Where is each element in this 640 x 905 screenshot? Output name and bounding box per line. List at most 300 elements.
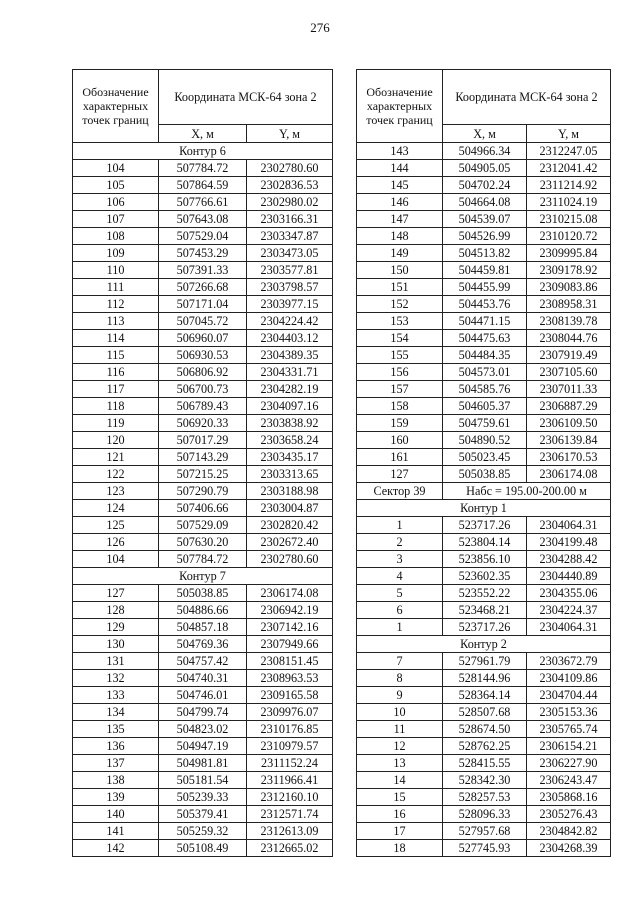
x-coord-cell: 507290.79 bbox=[159, 483, 247, 500]
point-id-cell: 121 bbox=[73, 449, 159, 466]
x-coord-cell: 504905.05 bbox=[443, 160, 527, 177]
x-coord-cell: 507266.68 bbox=[159, 279, 247, 296]
point-id-cell: 124 bbox=[73, 500, 159, 517]
point-id-cell: 144 bbox=[357, 160, 443, 177]
point-id-cell: 12 bbox=[357, 738, 443, 755]
table-row bbox=[73, 789, 333, 806]
point-id-cell: 149 bbox=[357, 245, 443, 262]
point-id-cell: 138 bbox=[73, 772, 159, 789]
table-row bbox=[73, 585, 333, 602]
point-id-cell: 119 bbox=[73, 415, 159, 432]
y-coord-cell: 2307011.33 bbox=[527, 381, 611, 398]
y-coord-cell: 2312041.42 bbox=[527, 160, 611, 177]
x-coord-cell: 507766.61 bbox=[159, 194, 247, 211]
point-id-cell: 140 bbox=[73, 806, 159, 823]
point-id-cell: 132 bbox=[73, 670, 159, 687]
x-coord-cell: 507453.29 bbox=[159, 245, 247, 262]
table-row bbox=[73, 211, 333, 228]
x-coord-cell: 504702.24 bbox=[443, 177, 527, 194]
point-id-cell: 105 bbox=[73, 177, 159, 194]
y-coord-cell: 2308963.53 bbox=[247, 670, 333, 687]
table-row bbox=[357, 755, 611, 772]
table-row bbox=[357, 704, 611, 721]
table-row bbox=[73, 517, 333, 534]
x-coord-cell: 504886.66 bbox=[159, 602, 247, 619]
point-id-cell: 2 bbox=[357, 534, 443, 551]
x-coord-cell: 528364.14 bbox=[443, 687, 527, 704]
x-coord-cell: 504740.31 bbox=[159, 670, 247, 687]
x-coord-cell: 506960.07 bbox=[159, 330, 247, 347]
table-row bbox=[73, 330, 333, 347]
y-coord-cell: 2312160.10 bbox=[247, 789, 333, 806]
y-coord-cell: 2303166.31 bbox=[247, 211, 333, 228]
table-row bbox=[357, 789, 611, 806]
x-coord-cell: 523552.22 bbox=[443, 585, 527, 602]
y-coord-cell: 2304331.71 bbox=[247, 364, 333, 381]
x-coord-cell: 523717.26 bbox=[443, 517, 527, 534]
table-row bbox=[73, 500, 333, 517]
point-id-cell: 135 bbox=[73, 721, 159, 738]
y-coord-cell: 2312665.02 bbox=[247, 840, 333, 857]
table-row bbox=[73, 262, 333, 279]
y-coord-cell: 2302820.42 bbox=[247, 517, 333, 534]
table-row bbox=[73, 772, 333, 789]
x-coord-cell: 504823.02 bbox=[159, 721, 247, 738]
y-coord-cell: 2303347.87 bbox=[247, 228, 333, 245]
point-id-cell: 134 bbox=[73, 704, 159, 721]
point-id-cell: 126 bbox=[73, 534, 159, 551]
x-coord-cell: 505038.85 bbox=[443, 466, 527, 483]
y-coord-cell: 2302980.02 bbox=[247, 194, 333, 211]
y-coord-cell: 2303798.57 bbox=[247, 279, 333, 296]
y-coord-cell: 2304704.44 bbox=[527, 687, 611, 704]
x-coord-cell: 504890.52 bbox=[443, 432, 527, 449]
y-coord-cell: 2303577.81 bbox=[247, 262, 333, 279]
y-coord-cell: 2302780.60 bbox=[247, 551, 333, 568]
x-coord-cell: 527961.79 bbox=[443, 653, 527, 670]
table-row bbox=[73, 653, 333, 670]
section-row bbox=[73, 568, 333, 585]
y-coord-cell: 2303313.65 bbox=[247, 466, 333, 483]
x-coord-cell: 507406.66 bbox=[159, 500, 247, 517]
point-id-cell: 148 bbox=[357, 228, 443, 245]
section-row bbox=[357, 636, 611, 653]
point-id-cell: 110 bbox=[73, 262, 159, 279]
x-coord-cell: 506789.43 bbox=[159, 398, 247, 415]
header-coord-label: Координата МСК-64 зона 2 bbox=[443, 70, 611, 125]
x-coord-cell: 507017.29 bbox=[159, 432, 247, 449]
y-coord-cell: 2306174.08 bbox=[527, 466, 611, 483]
y-coord-cell: 2305765.74 bbox=[527, 721, 611, 738]
table-row bbox=[357, 160, 611, 177]
x-coord-cell: 505181.54 bbox=[159, 772, 247, 789]
x-coord-cell: 505023.45 bbox=[443, 449, 527, 466]
y-coord-cell: 2303435.17 bbox=[247, 449, 333, 466]
point-id-cell: 128 bbox=[73, 602, 159, 619]
table-row bbox=[73, 279, 333, 296]
y-coord-cell: 2306109.50 bbox=[527, 415, 611, 432]
point-id-cell: 130 bbox=[73, 636, 159, 653]
point-id-cell: 141 bbox=[73, 823, 159, 840]
table-row bbox=[357, 347, 611, 364]
x-coord-cell: 504769.36 bbox=[159, 636, 247, 653]
point-id-cell: 115 bbox=[73, 347, 159, 364]
point-id-cell: 123 bbox=[73, 483, 159, 500]
sector-height-range: Набс = 195.00-200.00 м bbox=[443, 483, 611, 500]
table-body-left bbox=[73, 143, 333, 857]
point-id-cell: 133 bbox=[73, 687, 159, 704]
y-coord-cell: 2312613.09 bbox=[247, 823, 333, 840]
table-row bbox=[73, 823, 333, 840]
point-id-cell: 118 bbox=[73, 398, 159, 415]
table-row bbox=[357, 670, 611, 687]
table-row bbox=[357, 330, 611, 347]
x-coord-cell: 507630.20 bbox=[159, 534, 247, 551]
point-id-cell: 153 bbox=[357, 313, 443, 330]
table-row bbox=[73, 670, 333, 687]
point-id-cell: 157 bbox=[357, 381, 443, 398]
x-coord-cell: 507529.09 bbox=[159, 517, 247, 534]
y-coord-cell: 2302836.53 bbox=[247, 177, 333, 194]
table-row bbox=[357, 823, 611, 840]
point-id-cell: 120 bbox=[73, 432, 159, 449]
table-row bbox=[73, 160, 333, 177]
y-coord-cell: 2304064.31 bbox=[527, 619, 611, 636]
x-coord-cell: 528674.50 bbox=[443, 721, 527, 738]
table-row bbox=[73, 704, 333, 721]
table-row bbox=[73, 245, 333, 262]
y-coord-cell: 2304282.19 bbox=[247, 381, 333, 398]
x-coord-cell: 504605.37 bbox=[443, 398, 527, 415]
header-point-label: Обозначение характерных точек границ bbox=[73, 70, 159, 143]
point-id-cell: 146 bbox=[357, 194, 443, 211]
x-coord-cell: 507784.72 bbox=[159, 551, 247, 568]
table-row bbox=[357, 432, 611, 449]
y-coord-cell: 2307949.66 bbox=[247, 636, 333, 653]
point-id-cell: 161 bbox=[357, 449, 443, 466]
point-id-cell: 17 bbox=[357, 823, 443, 840]
point-id-cell: 139 bbox=[73, 789, 159, 806]
y-coord-cell: 2304403.12 bbox=[247, 330, 333, 347]
y-coord-cell: 2308139.78 bbox=[527, 313, 611, 330]
x-coord-cell: 507171.04 bbox=[159, 296, 247, 313]
y-coord-cell: 2309178.92 bbox=[527, 262, 611, 279]
table-row bbox=[357, 653, 611, 670]
y-coord-cell: 2310176.85 bbox=[247, 721, 333, 738]
y-coord-cell: 2303188.98 bbox=[247, 483, 333, 500]
x-coord-cell: 507045.72 bbox=[159, 313, 247, 330]
table-row bbox=[357, 449, 611, 466]
y-coord-cell: 2306942.19 bbox=[247, 602, 333, 619]
point-id-cell: 106 bbox=[73, 194, 159, 211]
x-coord-cell: 507215.25 bbox=[159, 466, 247, 483]
x-coord-cell: 504759.61 bbox=[443, 415, 527, 432]
table-row bbox=[357, 840, 611, 857]
x-coord-cell: 504585.76 bbox=[443, 381, 527, 398]
x-coord-cell: 504981.81 bbox=[159, 755, 247, 772]
x-coord-cell: 505379.41 bbox=[159, 806, 247, 823]
x-coord-cell: 507143.29 bbox=[159, 449, 247, 466]
y-coord-cell: 2312247.05 bbox=[527, 143, 611, 160]
x-coord-cell: 504799.74 bbox=[159, 704, 247, 721]
y-coord-cell: 2308151.45 bbox=[247, 653, 333, 670]
table-row bbox=[357, 738, 611, 755]
x-coord-cell: 527745.93 bbox=[443, 840, 527, 857]
x-coord-cell: 505259.32 bbox=[159, 823, 247, 840]
x-coord-cell: 504475.63 bbox=[443, 330, 527, 347]
y-coord-cell: 2304064.31 bbox=[527, 517, 611, 534]
y-coord-cell: 2310979.57 bbox=[247, 738, 333, 755]
table-row bbox=[357, 228, 611, 245]
y-coord-cell: 2310215.08 bbox=[527, 211, 611, 228]
section-row bbox=[357, 500, 611, 517]
y-coord-cell: 2302672.40 bbox=[247, 534, 333, 551]
header-y-label: Y, м bbox=[527, 125, 611, 143]
y-coord-cell: 2303672.79 bbox=[527, 653, 611, 670]
x-coord-cell: 504573.01 bbox=[443, 364, 527, 381]
x-coord-cell: 504539.07 bbox=[443, 211, 527, 228]
table-row bbox=[357, 279, 611, 296]
point-id-cell: 136 bbox=[73, 738, 159, 755]
point-id-cell: 150 bbox=[357, 262, 443, 279]
y-coord-cell: 2310120.72 bbox=[527, 228, 611, 245]
table-row bbox=[73, 534, 333, 551]
table-row bbox=[73, 296, 333, 313]
point-id-cell: 127 bbox=[73, 585, 159, 602]
table-row bbox=[73, 619, 333, 636]
table-row bbox=[73, 381, 333, 398]
point-id-cell: 107 bbox=[73, 211, 159, 228]
table-row bbox=[357, 619, 611, 636]
point-id-cell: 125 bbox=[73, 517, 159, 534]
table-row bbox=[73, 398, 333, 415]
x-coord-cell: 507643.08 bbox=[159, 211, 247, 228]
y-coord-cell: 2304389.35 bbox=[247, 347, 333, 364]
point-id-cell: 137 bbox=[73, 755, 159, 772]
table-row bbox=[357, 806, 611, 823]
x-coord-cell: 528257.53 bbox=[443, 789, 527, 806]
x-coord-cell: 523856.10 bbox=[443, 551, 527, 568]
table-row bbox=[73, 806, 333, 823]
table-row bbox=[73, 313, 333, 330]
x-coord-cell: 505038.85 bbox=[159, 585, 247, 602]
point-id-cell: 13 bbox=[357, 755, 443, 772]
point-id-cell: 104 bbox=[73, 551, 159, 568]
x-coord-cell: 504664.08 bbox=[443, 194, 527, 211]
header-y-label: Y, м bbox=[247, 125, 333, 143]
table-row bbox=[357, 381, 611, 398]
y-coord-cell: 2303004.87 bbox=[247, 500, 333, 517]
x-coord-cell: 528096.33 bbox=[443, 806, 527, 823]
point-id-cell: 122 bbox=[73, 466, 159, 483]
y-coord-cell: 2304842.82 bbox=[527, 823, 611, 840]
y-coord-cell: 2302780.60 bbox=[247, 160, 333, 177]
point-id-cell: 18 bbox=[357, 840, 443, 857]
x-coord-cell: 504484.35 bbox=[443, 347, 527, 364]
point-id-cell: 8 bbox=[357, 670, 443, 687]
x-coord-cell: 504453.76 bbox=[443, 296, 527, 313]
point-id-cell: 1 bbox=[357, 619, 443, 636]
y-coord-cell: 2305868.16 bbox=[527, 789, 611, 806]
point-id-cell: 114 bbox=[73, 330, 159, 347]
table-row bbox=[73, 738, 333, 755]
point-id-cell: 10 bbox=[357, 704, 443, 721]
point-id-cell: 16 bbox=[357, 806, 443, 823]
x-coord-cell: 528762.25 bbox=[443, 738, 527, 755]
point-id-cell: 5 bbox=[357, 585, 443, 602]
y-coord-cell: 2306170.53 bbox=[527, 449, 611, 466]
y-coord-cell: 2306154.21 bbox=[527, 738, 611, 755]
table-row bbox=[73, 602, 333, 619]
x-coord-cell: 506700.73 bbox=[159, 381, 247, 398]
header-x-label: X, м bbox=[159, 125, 247, 143]
table-row bbox=[73, 687, 333, 704]
point-id-cell: 127 bbox=[357, 466, 443, 483]
y-coord-cell: 2309976.07 bbox=[247, 704, 333, 721]
y-coord-cell: 2306887.29 bbox=[527, 398, 611, 415]
table-row bbox=[73, 840, 333, 857]
section-title: Контур 7 bbox=[73, 568, 333, 585]
coordinates-table-right bbox=[356, 69, 611, 857]
x-coord-cell: 507864.59 bbox=[159, 177, 247, 194]
sector-row bbox=[357, 483, 611, 500]
table-row bbox=[73, 449, 333, 466]
y-coord-cell: 2303838.92 bbox=[247, 415, 333, 432]
y-coord-cell: 2311024.19 bbox=[527, 194, 611, 211]
point-id-cell: 158 bbox=[357, 398, 443, 415]
x-coord-cell: 506806.92 bbox=[159, 364, 247, 381]
table-row bbox=[357, 466, 611, 483]
section-title: Контур 2 bbox=[357, 636, 611, 653]
table-row bbox=[357, 534, 611, 551]
table-row bbox=[357, 602, 611, 619]
y-coord-cell: 2312571.74 bbox=[247, 806, 333, 823]
header-coord-label: Координата МСК-64 зона 2 bbox=[159, 70, 333, 125]
section-row bbox=[73, 143, 333, 160]
point-id-cell: 160 bbox=[357, 432, 443, 449]
point-id-cell: 151 bbox=[357, 279, 443, 296]
x-coord-cell: 504471.15 bbox=[443, 313, 527, 330]
y-coord-cell: 2311152.24 bbox=[247, 755, 333, 772]
sector-label: Сектор 39 bbox=[357, 483, 443, 500]
table-row bbox=[73, 177, 333, 194]
point-id-cell: 131 bbox=[73, 653, 159, 670]
y-coord-cell: 2304224.37 bbox=[527, 602, 611, 619]
point-id-cell: 154 bbox=[357, 330, 443, 347]
y-coord-cell: 2304224.42 bbox=[247, 313, 333, 330]
x-coord-cell: 506930.53 bbox=[159, 347, 247, 364]
point-id-cell: 155 bbox=[357, 347, 443, 364]
y-coord-cell: 2305276.43 bbox=[527, 806, 611, 823]
table-row bbox=[357, 415, 611, 432]
y-coord-cell: 2309995.84 bbox=[527, 245, 611, 262]
table-row bbox=[357, 211, 611, 228]
y-coord-cell: 2305153.36 bbox=[527, 704, 611, 721]
table-row bbox=[357, 687, 611, 704]
y-coord-cell: 2307142.16 bbox=[247, 619, 333, 636]
table-row bbox=[357, 772, 611, 789]
y-coord-cell: 2306227.90 bbox=[527, 755, 611, 772]
point-id-cell: 159 bbox=[357, 415, 443, 432]
y-coord-cell: 2307919.49 bbox=[527, 347, 611, 364]
x-coord-cell: 505108.49 bbox=[159, 840, 247, 857]
table-row bbox=[73, 483, 333, 500]
table-row bbox=[357, 194, 611, 211]
table-body-right bbox=[357, 143, 611, 857]
x-coord-cell: 504513.82 bbox=[443, 245, 527, 262]
point-id-cell: 112 bbox=[73, 296, 159, 313]
table-row bbox=[73, 755, 333, 772]
x-coord-cell: 523717.26 bbox=[443, 619, 527, 636]
point-id-cell: 113 bbox=[73, 313, 159, 330]
y-coord-cell: 2304355.06 bbox=[527, 585, 611, 602]
table-row bbox=[357, 568, 611, 585]
x-coord-cell: 504857.18 bbox=[159, 619, 247, 636]
y-coord-cell: 2304199.48 bbox=[527, 534, 611, 551]
point-id-cell: 145 bbox=[357, 177, 443, 194]
x-coord-cell: 504459.81 bbox=[443, 262, 527, 279]
table-row bbox=[73, 721, 333, 738]
point-id-cell: 9 bbox=[357, 687, 443, 704]
point-id-cell: 152 bbox=[357, 296, 443, 313]
x-coord-cell: 507391.33 bbox=[159, 262, 247, 279]
table-row bbox=[357, 585, 611, 602]
table-row bbox=[357, 551, 611, 568]
point-id-cell: 116 bbox=[73, 364, 159, 381]
table-row bbox=[357, 143, 611, 160]
point-id-cell: 156 bbox=[357, 364, 443, 381]
x-coord-cell: 504757.42 bbox=[159, 653, 247, 670]
table-row bbox=[357, 245, 611, 262]
table-row bbox=[357, 721, 611, 738]
page-number: 276 bbox=[310, 20, 330, 35]
point-id-cell: 6 bbox=[357, 602, 443, 619]
point-id-cell: 14 bbox=[357, 772, 443, 789]
y-coord-cell: 2304109.86 bbox=[527, 670, 611, 687]
point-id-cell: 142 bbox=[73, 840, 159, 857]
header-point-label: Обозначение характерных точек границ bbox=[357, 70, 443, 143]
point-id-cell: 3 bbox=[357, 551, 443, 568]
x-coord-cell: 507529.04 bbox=[159, 228, 247, 245]
point-id-cell: 109 bbox=[73, 245, 159, 262]
y-coord-cell: 2309165.58 bbox=[247, 687, 333, 704]
table-row bbox=[357, 296, 611, 313]
table-row bbox=[73, 364, 333, 381]
x-coord-cell: 528342.30 bbox=[443, 772, 527, 789]
table-row bbox=[73, 466, 333, 483]
section-title: Контур 1 bbox=[357, 500, 611, 517]
table-row bbox=[73, 415, 333, 432]
y-coord-cell: 2307105.60 bbox=[527, 364, 611, 381]
x-coord-cell: 528415.55 bbox=[443, 755, 527, 772]
table-row bbox=[73, 636, 333, 653]
x-coord-cell: 504947.19 bbox=[159, 738, 247, 755]
point-id-cell: 143 bbox=[357, 143, 443, 160]
x-coord-cell: 505239.33 bbox=[159, 789, 247, 806]
point-id-cell: 111 bbox=[73, 279, 159, 296]
y-coord-cell: 2303473.05 bbox=[247, 245, 333, 262]
x-coord-cell: 528507.68 bbox=[443, 704, 527, 721]
point-id-cell: 108 bbox=[73, 228, 159, 245]
point-id-cell: 117 bbox=[73, 381, 159, 398]
table-row bbox=[357, 517, 611, 534]
table-row bbox=[357, 364, 611, 381]
table-row bbox=[357, 262, 611, 279]
y-coord-cell: 2304268.39 bbox=[527, 840, 611, 857]
point-id-cell: 15 bbox=[357, 789, 443, 806]
y-coord-cell: 2306139.84 bbox=[527, 432, 611, 449]
x-coord-cell: 507784.72 bbox=[159, 160, 247, 177]
